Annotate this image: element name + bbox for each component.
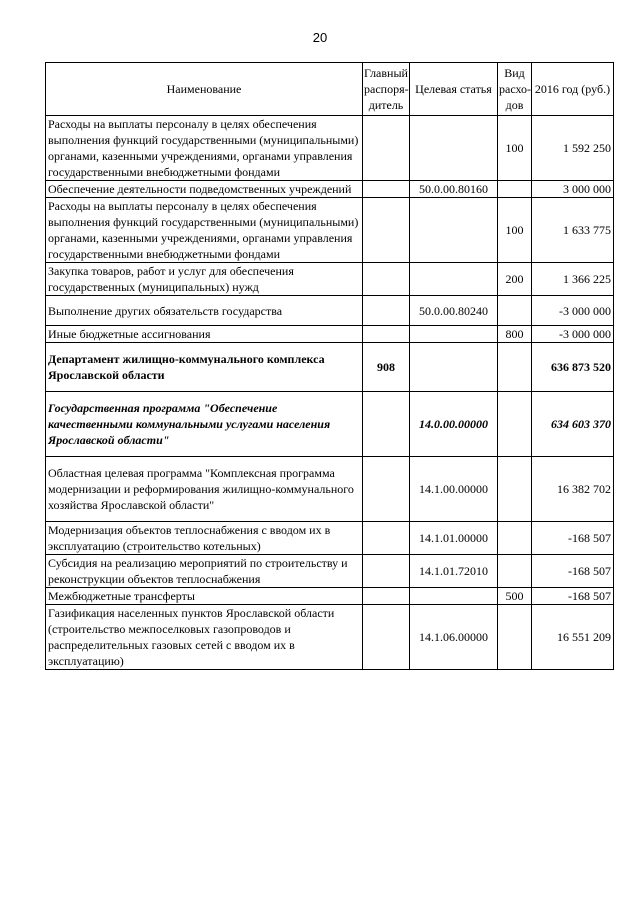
row-type <box>498 296 532 326</box>
table-row <box>46 343 614 392</box>
row-amount: -168 507 <box>532 522 614 555</box>
row-code <box>410 263 498 296</box>
row-name: Межбюджетные трансферты <box>46 588 363 605</box>
row-main: 908 <box>363 343 410 392</box>
row-type: 200 <box>498 263 532 296</box>
row-amount: 3 000 000 <box>532 181 614 198</box>
row-main <box>363 198 410 263</box>
table-row <box>46 116 614 181</box>
table-row <box>46 605 614 670</box>
row-name: Субсидия на реализацию мероприятий по строительству и реконструкции объектов теплоснабжения <box>46 555 363 588</box>
row-amount: -3 000 000 <box>532 326 614 343</box>
row-code <box>410 343 498 392</box>
table-row <box>46 522 614 555</box>
row-name: Выполнение других обязательств государства <box>46 296 363 326</box>
row-code: 14.1.00.00000 <box>410 457 498 522</box>
row-main <box>363 116 410 181</box>
header-main-manager: Главный распоря-дитель <box>363 63 410 116</box>
row-type <box>498 181 532 198</box>
row-main <box>363 392 410 457</box>
row-amount: 1 633 775 <box>532 198 614 263</box>
table-row <box>46 392 614 457</box>
header-amount-2016: 2016 год (руб.) <box>532 63 614 116</box>
row-code: 14.1.01.00000 <box>410 522 498 555</box>
row-name: Модернизация объектов теплоснабжения с вводом их в эксплуатацию (строительство котельных) <box>46 522 363 555</box>
row-code: 14.1.06.00000 <box>410 605 498 670</box>
header-target-article: Целевая статья <box>410 63 498 116</box>
row-type: 500 <box>498 588 532 605</box>
row-code: 14.0.00.00000 <box>410 392 498 457</box>
row-amount: -168 507 <box>532 555 614 588</box>
row-amount: 634 603 370 <box>532 392 614 457</box>
row-code: 14.1.01.72010 <box>410 555 498 588</box>
row-code <box>410 198 498 263</box>
row-code <box>410 326 498 343</box>
row-code <box>410 588 498 605</box>
row-main <box>363 605 410 670</box>
row-name: Департамент жилищно-коммунального комплекса Ярославской области <box>46 343 363 392</box>
table-header-row <box>46 63 614 116</box>
row-main <box>363 457 410 522</box>
row-amount: -168 507 <box>532 588 614 605</box>
header-name: Наименование <box>46 63 363 116</box>
header-expense-type: Вид расхо-дов <box>498 63 532 116</box>
row-main <box>363 263 410 296</box>
row-code: 50.0.00.80240 <box>410 296 498 326</box>
table-row <box>46 198 614 263</box>
row-amount: 1 592 250 <box>532 116 614 181</box>
row-amount: 16 551 209 <box>532 605 614 670</box>
row-type: 100 <box>498 116 532 181</box>
row-main <box>363 522 410 555</box>
row-amount: 1 366 225 <box>532 263 614 296</box>
table-row <box>46 263 614 296</box>
row-amount: 636 873 520 <box>532 343 614 392</box>
row-code <box>410 116 498 181</box>
row-name: Иные бюджетные ассигнования <box>46 326 363 343</box>
row-name: Областная целевая программа "Комплексная программа модернизации и реформирования жилищно-коммунального хозяйства Ярославской области" <box>46 457 363 522</box>
row-type <box>498 522 532 555</box>
row-main <box>363 588 410 605</box>
row-name: Газификация населенных пунктов Ярославской области (строительство межпоселковых газопроводов и распределительных газовых сетей с вводом их в эксплуатацию) <box>46 605 363 670</box>
table-row <box>46 296 614 326</box>
row-main <box>363 181 410 198</box>
page-number: 20 <box>312 30 328 45</box>
row-type: 100 <box>498 198 532 263</box>
table-row <box>46 326 614 343</box>
row-amount: -3 000 000 <box>532 296 614 326</box>
row-main <box>363 555 410 588</box>
table-row <box>46 588 614 605</box>
row-name: Обеспечение деятельности подведомственных учреждений <box>46 181 363 198</box>
table-row <box>46 457 614 522</box>
row-name: Закупка товаров, работ и услуг для обеспечения государственных (муниципальных) нужд <box>46 263 363 296</box>
row-name: Государственная программа "Обеспечение качественными коммунальными услугами населения Ярославской области" <box>46 392 363 457</box>
row-type <box>498 392 532 457</box>
row-name: Расходы на выплаты персоналу в целях обеспечения выполнения функций государственными (муниципальными) органами, казенными учреждениями, органами управления государственными внебюджетными фондами <box>46 116 363 181</box>
row-code: 50.0.00.80160 <box>410 181 498 198</box>
row-type <box>498 555 532 588</box>
row-type: 800 <box>498 326 532 343</box>
row-type <box>498 343 532 392</box>
budget-table <box>45 62 614 670</box>
table-row <box>46 181 614 198</box>
row-name: Расходы на выплаты персоналу в целях обеспечения выполнения функций государственными (муниципальными) органами, казенными учреждениями, органами управления государственными внебюджетными фондами <box>46 198 363 263</box>
row-amount: 16 382 702 <box>532 457 614 522</box>
row-main <box>363 326 410 343</box>
row-type <box>498 457 532 522</box>
row-main <box>363 296 410 326</box>
row-type <box>498 605 532 670</box>
table-row <box>46 555 614 588</box>
